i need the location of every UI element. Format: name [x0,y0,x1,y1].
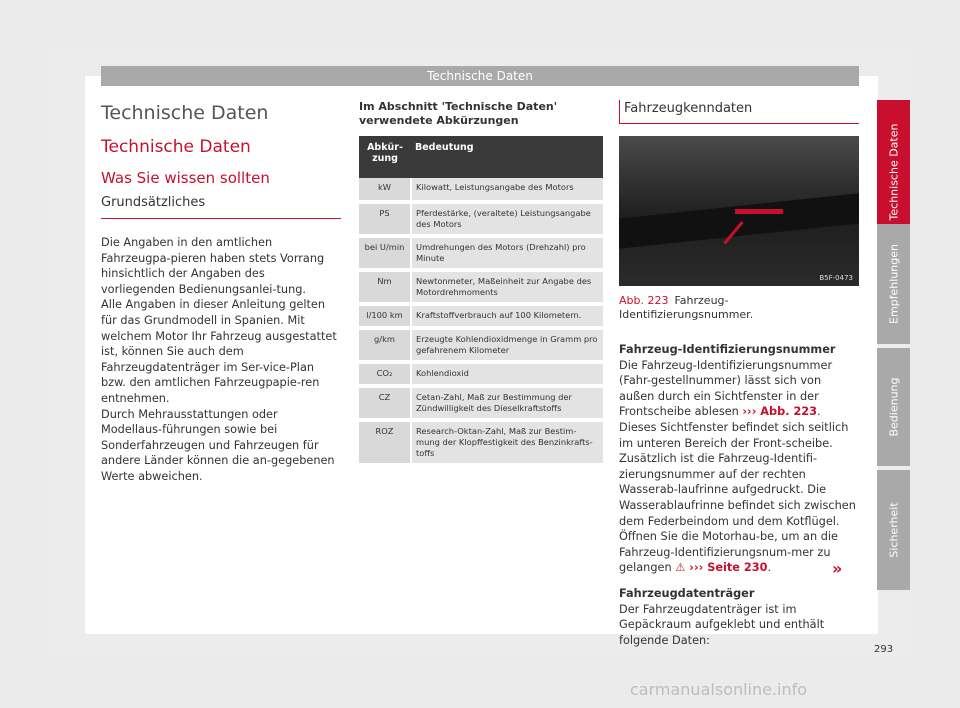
tab-label: Empfehlungen [887,244,900,324]
figure-caption [619,294,859,322]
meaning-cell: Cetan-Zahl, Maß zur Bestimmung der Zündwilligkeit des Dieselkraftstoffs [411,386,603,420]
table-row [359,270,603,304]
paragraph: Die Angaben in den amtlichen Fahrzeugpa-pieren haben stets Vorrang hinsichtlich der Angaben des vorliegenden Bedienungsanlei-tung. [101,236,325,296]
tab-label: Technische Daten [887,123,900,220]
table-row [359,362,603,386]
table-row [359,304,603,328]
subheading-data-carrier: Fahrzeugdatenträger [619,586,755,600]
paragraph: Alle Angaben in dieser Anleitung gelten für das Grundmodell in Spanien. Mit welchem Motor Ihr Fahrzeug ausgestattet ist, können Sie auch dem Fahrzeugdatenträger im Ser-vice-Plan bzw. den amtlichen Fahrzeugpapie-ren entnehmen. [101,298,337,405]
table-row [359,202,603,236]
table-row [359,178,603,202]
subheading-vin: Fahrzeug-Identifizierungsnummer [619,343,836,356]
page-reference-link[interactable]: ››› Seite 230 [685,561,768,575]
abbreviation-table [359,136,603,467]
page-number: 293 [874,644,894,655]
meaning-cell: Research-Oktan-Zahl, Maß zur Bestim-mung der Klopffestigkeit des Benzinkrafts-toffs [411,420,603,465]
text-run: Die Fahrzeug-Identifizierungsnummer (Fahr-gestellnummer) lässt sich von außen durch ein Sichtfenster in der Frontscheibe ablesen [619,358,833,419]
abbreviation-cell: Nm [359,270,411,304]
abbreviation-cell: CO₂ [359,362,411,386]
meaning-cell: Pferdestärke, (veraltete) Leistungsangabe des Motors [411,202,603,236]
subsection-title: Was Sie wissen sollten [101,169,270,187]
meaning-cell: Kohlendioxid [411,362,603,386]
section-title: Technische Daten [101,137,251,157]
meaning-cell: Kraftstoffverbrauch auf 100 Kilometern. [411,304,603,328]
abbreviation-cell: PS [359,202,411,236]
table-row [359,236,603,270]
table-row [359,420,603,465]
photo-code: B5F-0473 [819,274,853,282]
intro-text [101,235,341,485]
meaning-cell: Newtonmeter, Maßeinheit zur Angabe des Motordrehmoments [411,270,603,304]
chapter-header: Technische Daten [101,66,859,86]
abbreviation-cell: g/km [359,328,411,362]
watermark: carmanualsonline.info [630,680,808,699]
paragraph [619,358,859,576]
column-header-abbreviation: Abkür-zung [359,136,411,178]
tab-empfehlungen[interactable] [877,224,910,344]
meaning-cell: Erzeugte Kohlendioxidmenge in Gramm pro gefahrenem Kilometer [411,328,603,362]
topic-title: Grundsätzliches [101,194,341,219]
tab-sicherheit[interactable] [877,470,910,590]
abbreviation-cell: ROZ [359,420,411,465]
table-row [359,386,603,420]
warning-icon: ⚠ [675,561,686,575]
abbreviation-cell: l/100 km [359,304,411,328]
table-row [359,328,603,362]
figure-number: Abb. 223 [619,294,669,307]
table-title: Im Abschnitt 'Technische Daten' verwendete Abkürzungen [359,100,558,127]
meaning-cell: Umdrehungen des Motors (Drehzahl) pro Minute [411,236,603,270]
paragraph: Der Fahrzeugdatenträger ist im Gepäckraum aufgeklebt und enthält folgende Daten: [619,602,825,647]
vehicle-data-text [619,342,859,648]
tab-technische-daten[interactable] [877,100,910,243]
tab-label: Bedienung [887,377,900,437]
vehicle-data-column [619,100,859,648]
tab-label: Sicherheit [887,502,900,558]
figure-reference-link[interactable]: ››› Abb. 223 [742,405,818,419]
windshield-band [619,192,859,249]
continued-icon: » [832,559,843,578]
abbreviation-cell: bei U/min [359,236,411,270]
caption-text: Fahrzeug-Identifizierungsnummer. [619,294,754,321]
paragraph: Durch Mehrausstattungen oder Modellaus-führungen sowie bei Sonderfahrzeugen und Fahrzeugen für andere Länder können die an-gegebenen Werte abweichen. [101,407,335,483]
chapter-title: Technische Daten [101,102,269,124]
abbreviation-cell: CZ [359,386,411,420]
vin-label-marker [735,209,783,214]
text-run: . Dieses Sichtfenster befindet sich seitlich im unteren Bereich der Front-scheibe. Zusätzlich ist die Fahrzeug-Identifi-zierungsnummer auf der rechten Wasserab-laufrinne aufgedruckt. Die Wasserablaufrinne befindet sich zwischen dem Federbeindom und dem Kotflügel. Öffnen Sie die Motorhau-be, um an die Fahrzeug-Identifizierungsnum-mer zu gelangen [619,405,856,575]
intro-column [101,100,341,485]
abbreviation-cell: kW [359,178,411,202]
meaning-cell: Kilowatt, Leistungsangabe des Motors [411,178,603,202]
tab-bedienung[interactable] [877,348,910,466]
text-run: . [767,561,772,575]
section-title: Fahrzeugkenndaten [619,100,859,124]
column-header-meaning: Bedeutung [411,136,603,178]
windshield-photo [619,136,859,286]
abbreviation-column [359,100,603,467]
